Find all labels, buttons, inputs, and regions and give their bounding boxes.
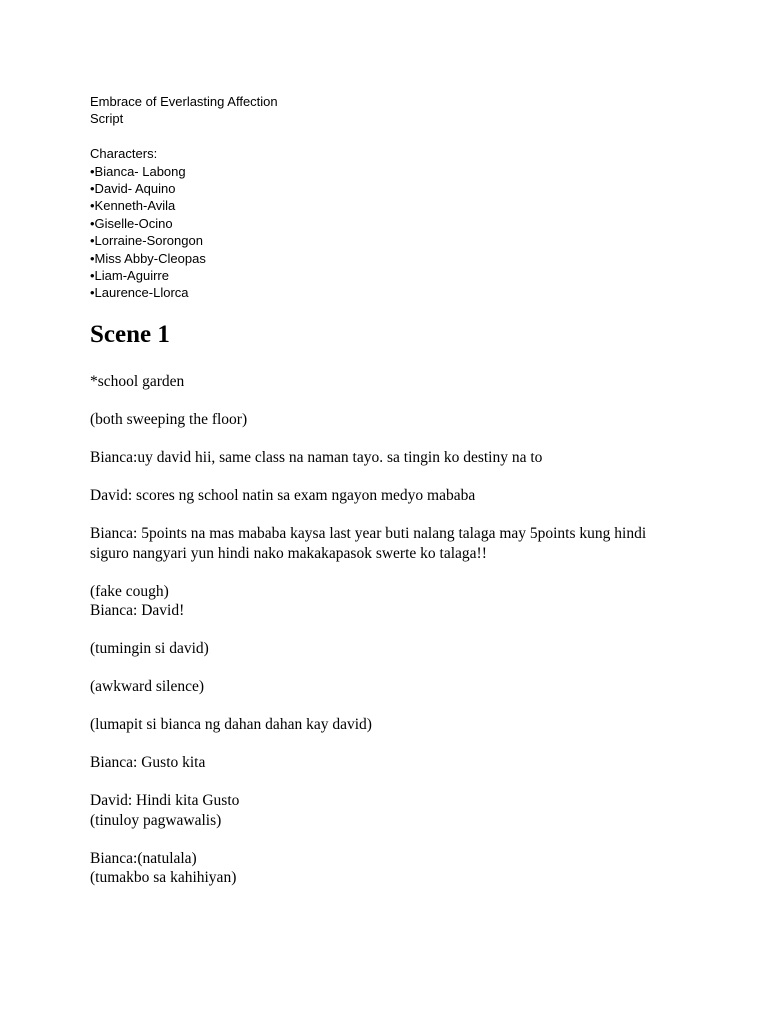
script-paragraph	[90, 753, 690, 773]
script-line: Bianca: 5points na mas mababa kaysa last year buti nalang talaga may 5points kung hindi	[90, 525, 647, 542]
document-subtitle: Script	[90, 111, 124, 127]
script-line: Bianca: Gusto kita	[90, 754, 206, 771]
script-paragraph	[90, 715, 690, 735]
script-line: (tumingin si david)	[90, 640, 209, 657]
script-line: *school garden	[90, 373, 185, 390]
script-line: (tinuloy pagwawalis)	[90, 811, 222, 829]
scene-heading: Scene 1	[90, 321, 170, 348]
character-item: •Bianca- Labong	[90, 163, 186, 179]
script-line: Bianca:uy david hii, same class na naman tayo. sa tingin ko destiny na to	[90, 449, 543, 466]
script-paragraph	[90, 791, 690, 830]
script-header	[90, 93, 278, 302]
script-paragraph	[90, 372, 690, 392]
character-item: •Lorraine-Sorongon	[90, 233, 203, 249]
character-item: •Miss Abby-Cleopas	[90, 250, 206, 266]
script-paragraph	[90, 410, 690, 430]
script-paragraph	[90, 677, 690, 697]
script-paragraph	[90, 448, 690, 468]
script-line: David: scores ng school natin sa exam ngayon medyo mababa	[90, 487, 476, 504]
script-paragraph	[90, 582, 690, 621]
document-title: Embrace of Everlasting Affection	[90, 94, 278, 109]
characters-heading: Characters:	[90, 146, 158, 162]
script-paragraph	[90, 524, 690, 563]
script-line: (both sweeping the floor)	[90, 411, 248, 428]
character-item: •Liam-Aguirre	[90, 268, 169, 284]
script-line: Bianca: David!	[90, 602, 185, 619]
script-line: (fake cough)	[90, 582, 169, 600]
script-paragraph	[90, 486, 690, 506]
script-line: (lumapit si bianca ng dahan dahan kay david)	[90, 716, 372, 733]
script-line: Bianca:(natulala)	[90, 849, 197, 867]
character-item: •Laurence-Llorca	[90, 285, 189, 301]
script-paragraph	[90, 849, 690, 888]
character-item: •Giselle-Ocino	[90, 215, 173, 231]
script-paragraph	[90, 639, 690, 659]
script-line: (awkward silence)	[90, 678, 205, 695]
character-item: •David- Aquino	[90, 181, 176, 197]
script-line: siguro nangyari yun hindi nako makakapasok swerte ko talaga!!	[90, 544, 487, 562]
spacer	[90, 128, 278, 145]
characters-list	[90, 163, 278, 302]
character-item: •Kenneth-Avila	[90, 198, 176, 214]
script-line: David: Hindi kita Gusto	[90, 792, 240, 809]
script-line: (tumakbo sa kahihiyan)	[90, 869, 237, 886]
script-body	[90, 372, 690, 906]
